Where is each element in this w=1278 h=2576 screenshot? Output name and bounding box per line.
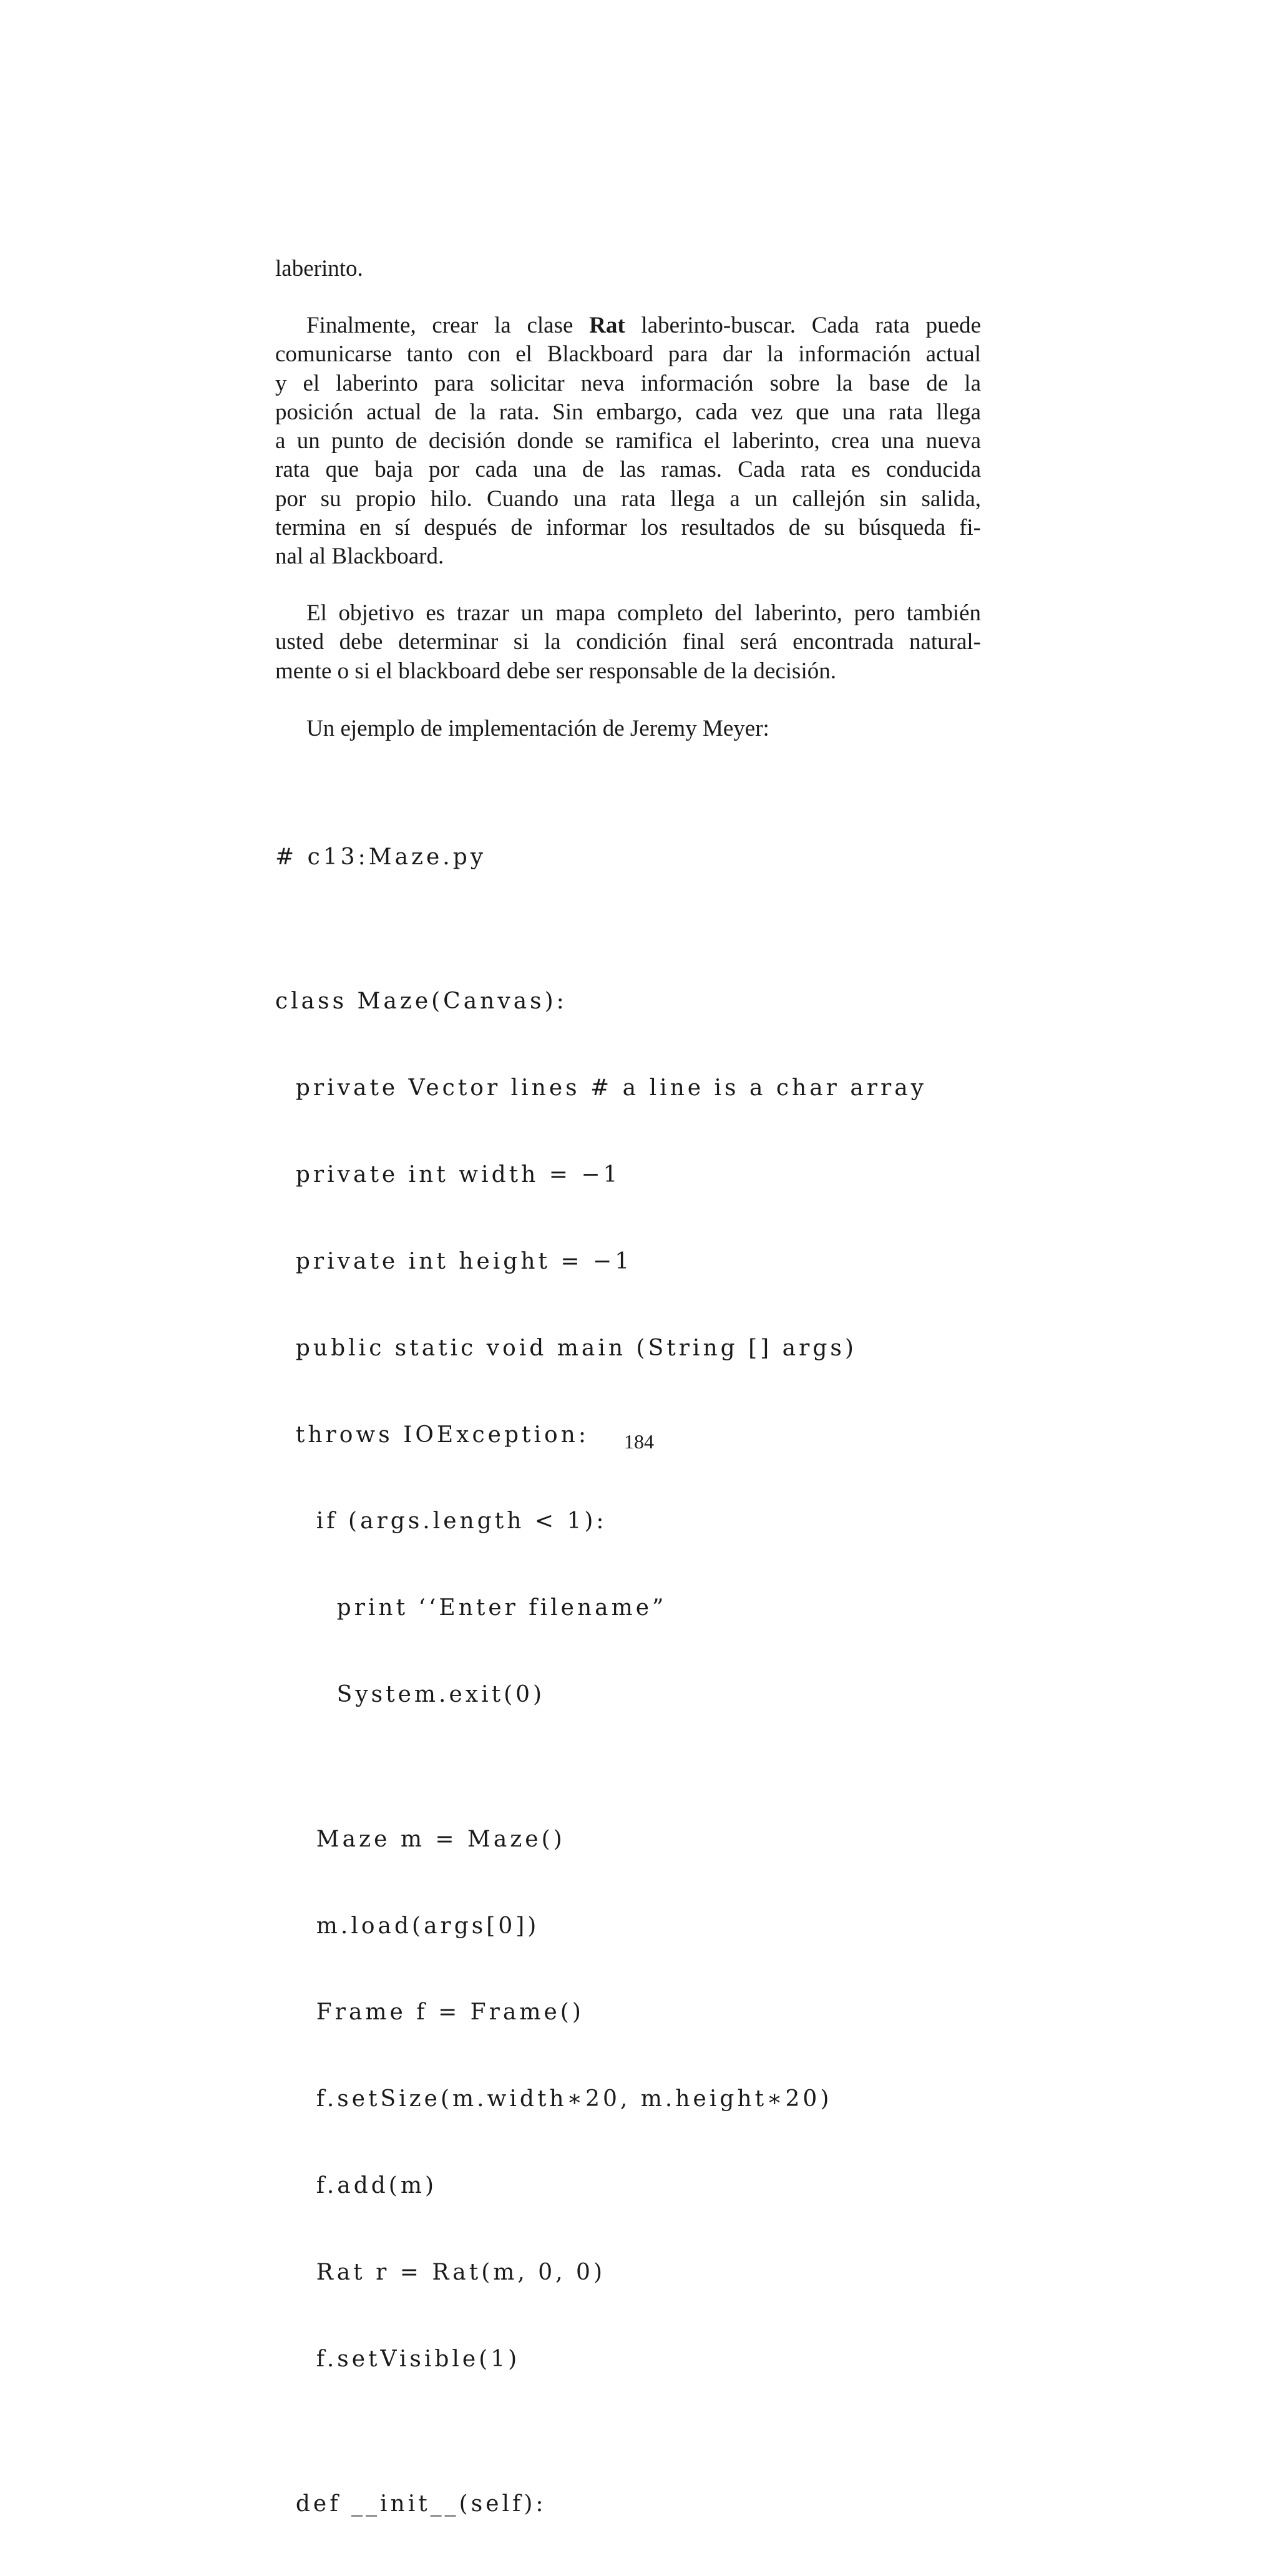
code-line: print ‘‘Enter filename”	[275, 1595, 667, 1621]
class-name-rat: Rat	[589, 313, 625, 338]
code-line: Maze m = Maze()	[275, 1826, 565, 1852]
text-line: mente o si el blackboard debe ser responsable de la decisión.	[275, 658, 836, 684]
text-line: rata que baja por cada una de las ramas. Cada rata es conducida	[275, 457, 981, 483]
code-listing	[275, 785, 927, 2576]
code-line: System.exit(0)	[275, 1682, 545, 1708]
code-line: if (args.length < 1):	[275, 1508, 607, 1534]
text-line: termina en sí después de informar los resultados de su búsqueda fi-	[275, 515, 981, 541]
text-line: comunicarse tanto con el Blackboard para dar la información actual	[275, 341, 981, 368]
text-line: nal al Blackboard.	[275, 544, 444, 570]
code-line: private Vector lines # a line is a char array	[275, 1075, 927, 1101]
code-line: public static void main (String [] args)	[275, 1335, 857, 1361]
code-line: f.setSize(m.width∗20, m.height∗20)	[275, 2086, 832, 2112]
code-line: def __init__(self):	[275, 2491, 547, 2517]
paragraph-intro	[275, 255, 981, 283]
code-line: f.add(m)	[275, 2173, 437, 2199]
code-line: m.load(args[0])	[275, 1913, 540, 1939]
text-run: Finalmente, crear la clase	[306, 313, 590, 338]
text-line: laberinto.	[275, 256, 363, 281]
code-line: class Maze(Canvas):	[275, 988, 567, 1015]
paragraph-goal	[275, 599, 981, 686]
paragraph-rat-class	[275, 311, 981, 572]
code-line: private int width = −1	[275, 1161, 621, 1188]
code-line: throws IOException:	[275, 1422, 589, 1448]
text-run: laberinto-buscar. Cada rata puede	[625, 313, 981, 338]
paragraph-example-intro	[275, 715, 981, 743]
page-number: 184	[624, 1430, 654, 1453]
text-line: a un punto de decisión donde se ramifica el laberinto, crea una nueva	[275, 428, 981, 454]
code-line: Frame f = Frame()	[275, 1999, 584, 2026]
code-line: Rat r = Rat(m, 0, 0)	[275, 2260, 606, 2286]
code-line: private int height = −1	[275, 1248, 633, 1274]
text-line: Un ejemplo de implementación de Jeremy Meyer:	[306, 716, 769, 741]
text-line: usted debe determinar si la condición final será encontrada natural-	[275, 629, 981, 655]
text-line: El objetivo es trazar un mapa completo del laberinto, pero también	[306, 600, 981, 626]
code-line: f.setVisible(1)	[275, 2346, 520, 2373]
code-line: # c13:Maze.py	[275, 844, 487, 870]
text-line: posición actual de la rata. Sin embargo, cada vez que una rata llega	[275, 399, 981, 425]
text-line: y el laberinto para solicitar neva información sobre la base de la	[275, 370, 981, 396]
text-line: por su propio hilo. Cuando una rata llega a un callejón sin salida,	[275, 485, 981, 512]
text-line	[275, 311, 981, 340]
